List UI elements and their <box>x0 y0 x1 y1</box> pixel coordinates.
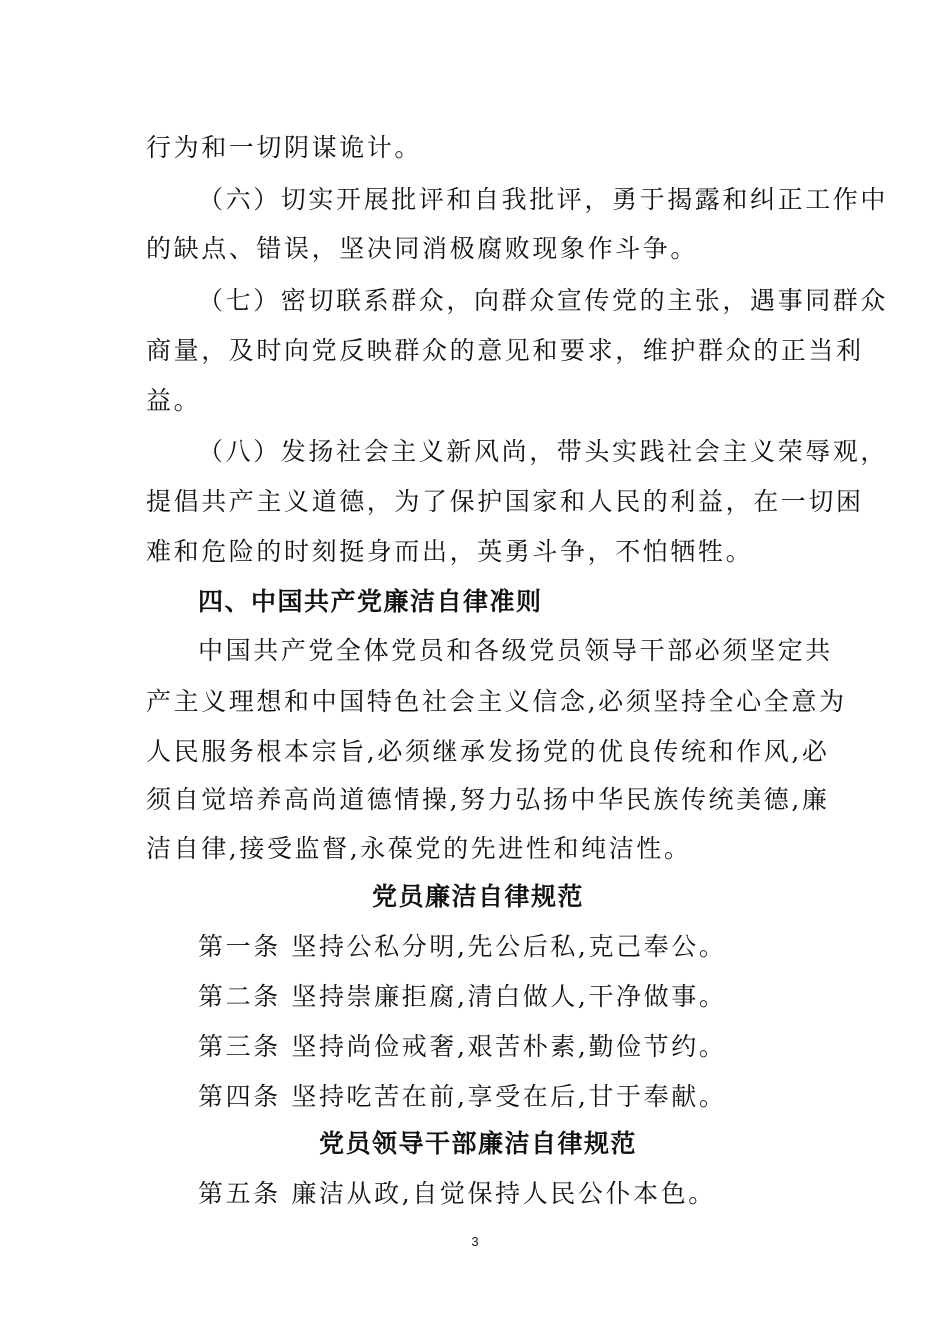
article-line: 第五条 廉洁从政,自觉保持人民公仆本色。 <box>198 1179 716 1208</box>
paragraph-line: 须自觉培养高尚道德情操,努力弘扬中华民族传统美德,廉 <box>146 785 830 814</box>
page-number: 3 <box>471 1234 479 1249</box>
paragraph-line: 洁自律,接受监督,永葆党的先进性和纯洁性。 <box>146 834 692 863</box>
paragraph-line: （七）密切联系群众，向群众宣传党的主张，遇事同群众 <box>198 286 889 315</box>
subsection-title: 党员廉洁自律规范 <box>371 882 584 911</box>
paragraph-line: 产主义理想和中国特色社会主义信念,必须坚持全心全意为 <box>146 687 847 716</box>
paragraph-line: 提倡共产主义道德，为了保护国家和人民的利益，在一切困 <box>146 487 864 516</box>
paragraph-line: 中国共产党全体党员和各级党员领导干部必须坚定共 <box>198 636 833 665</box>
section-heading: 四、中国共产党廉洁自律准则 <box>198 587 543 616</box>
paragraph-line: 难和危险的时刻挺身而出，英勇斗争，不怕牺牲。 <box>146 537 754 566</box>
article-line: 第三条 坚持尚俭戒奢,艰苦朴素,勤俭节约。 <box>198 1032 727 1061</box>
paragraph-line: （六）切实开展批评和自我批评，勇于揭露和纠正工作中 <box>198 185 889 214</box>
paragraph-line: 人民服务根本宗旨,必须继承发扬党的优良传统和作风,必 <box>146 737 830 766</box>
paragraph-line: 益。 <box>146 386 202 415</box>
article-line: 第二条 坚持崇廉拒腐,清白做人,干净做事。 <box>198 982 727 1011</box>
article-line: 第一条 坚持公私分明,先公后私,克己奉公。 <box>198 932 727 961</box>
paragraph-line: （八）发扬社会主义新风尚，带头实践社会主义荣辱观， <box>198 437 889 466</box>
subsection-title: 党员领导干部廉洁自律规范 <box>318 1129 637 1158</box>
paragraph-line: 商量，及时向党反映群众的意见和要求，维护群众的正当利 <box>146 336 864 365</box>
paragraph-line: 的缺点、错误，坚决同消极腐败现象作斗争。 <box>146 234 699 263</box>
paragraph-line: 行为和一切阴谋诡计。 <box>146 133 423 162</box>
article-line: 第四条 坚持吃苦在前,享受在后,甘于奉献。 <box>198 1082 727 1111</box>
